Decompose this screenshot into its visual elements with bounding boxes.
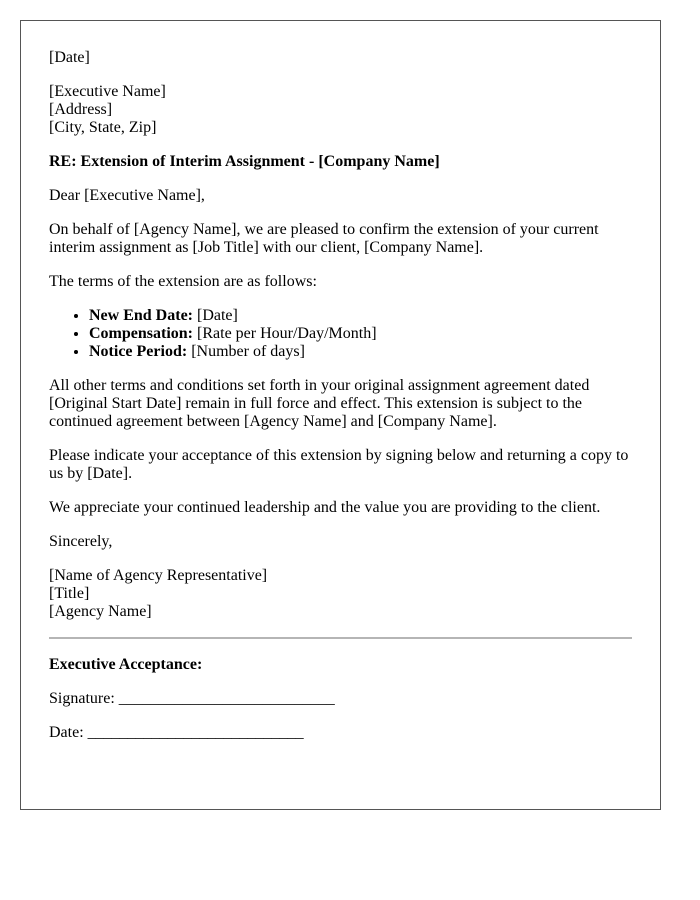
letter-date: [Date]	[49, 49, 90, 66]
acceptance-request-paragraph: Please indicate your acceptance of this extension by signing below and returning a copy to us by [Date].	[49, 447, 629, 482]
recipient-name: [Executive Name]	[49, 83, 166, 100]
recipient-city-state-zip: [City, State, Zip]	[49, 119, 157, 136]
term-label: Compensation:	[89, 325, 194, 342]
signature-label: Signature:	[49, 690, 119, 707]
intro-paragraph: On behalf of [Agency Name], we are pleased to confirm the extension of your current interim assignment as [Job Title] with our client, [Company Name].	[49, 221, 599, 256]
signature-blank-line: ___________________________	[118, 690, 335, 707]
terms-list	[49, 307, 632, 361]
other-terms-paragraph: All other terms and conditions set forth in your original assignment agreement dated [Original Start Date] remain in full force and effect. This extension is subject to the continued agreement between [Agency Name] and [Company Name].	[49, 377, 590, 430]
salutation: Dear [Executive Name],	[49, 187, 205, 204]
acceptance-heading: Executive Acceptance:	[49, 656, 203, 673]
term-item-new-end-date	[89, 307, 632, 325]
recipient-address-block	[49, 83, 632, 137]
closing: Sincerely,	[49, 533, 113, 550]
signer-block	[49, 567, 632, 621]
date-blank-line: ___________________________	[87, 724, 304, 741]
term-label: Notice Period:	[89, 343, 188, 360]
signer-agency: [Agency Name]	[49, 603, 152, 620]
recipient-address: [Address]	[49, 101, 113, 118]
term-label: New End Date:	[89, 307, 193, 324]
date-field	[49, 724, 632, 742]
letter-document	[20, 20, 661, 810]
term-value: [Date]	[193, 307, 238, 324]
date-label: Date:	[49, 724, 88, 741]
appreciation-paragraph: We appreciate your continued leadership and the value you are providing to the client.	[49, 499, 601, 516]
term-value: [Number of days]	[187, 343, 305, 360]
terms-intro: The terms of the extension are as follows:	[49, 273, 317, 290]
signer-title: [Title]	[49, 585, 90, 602]
term-value: [Rate per Hour/Day/Month]	[193, 325, 377, 342]
term-item-notice-period	[89, 343, 632, 361]
section-divider	[49, 637, 632, 639]
signature-field	[49, 690, 632, 708]
signer-name: [Name of Agency Representative]	[49, 567, 268, 584]
subject-line: RE: Extension of Interim Assignment - [Company Name]	[49, 153, 440, 170]
term-item-compensation	[89, 325, 632, 343]
